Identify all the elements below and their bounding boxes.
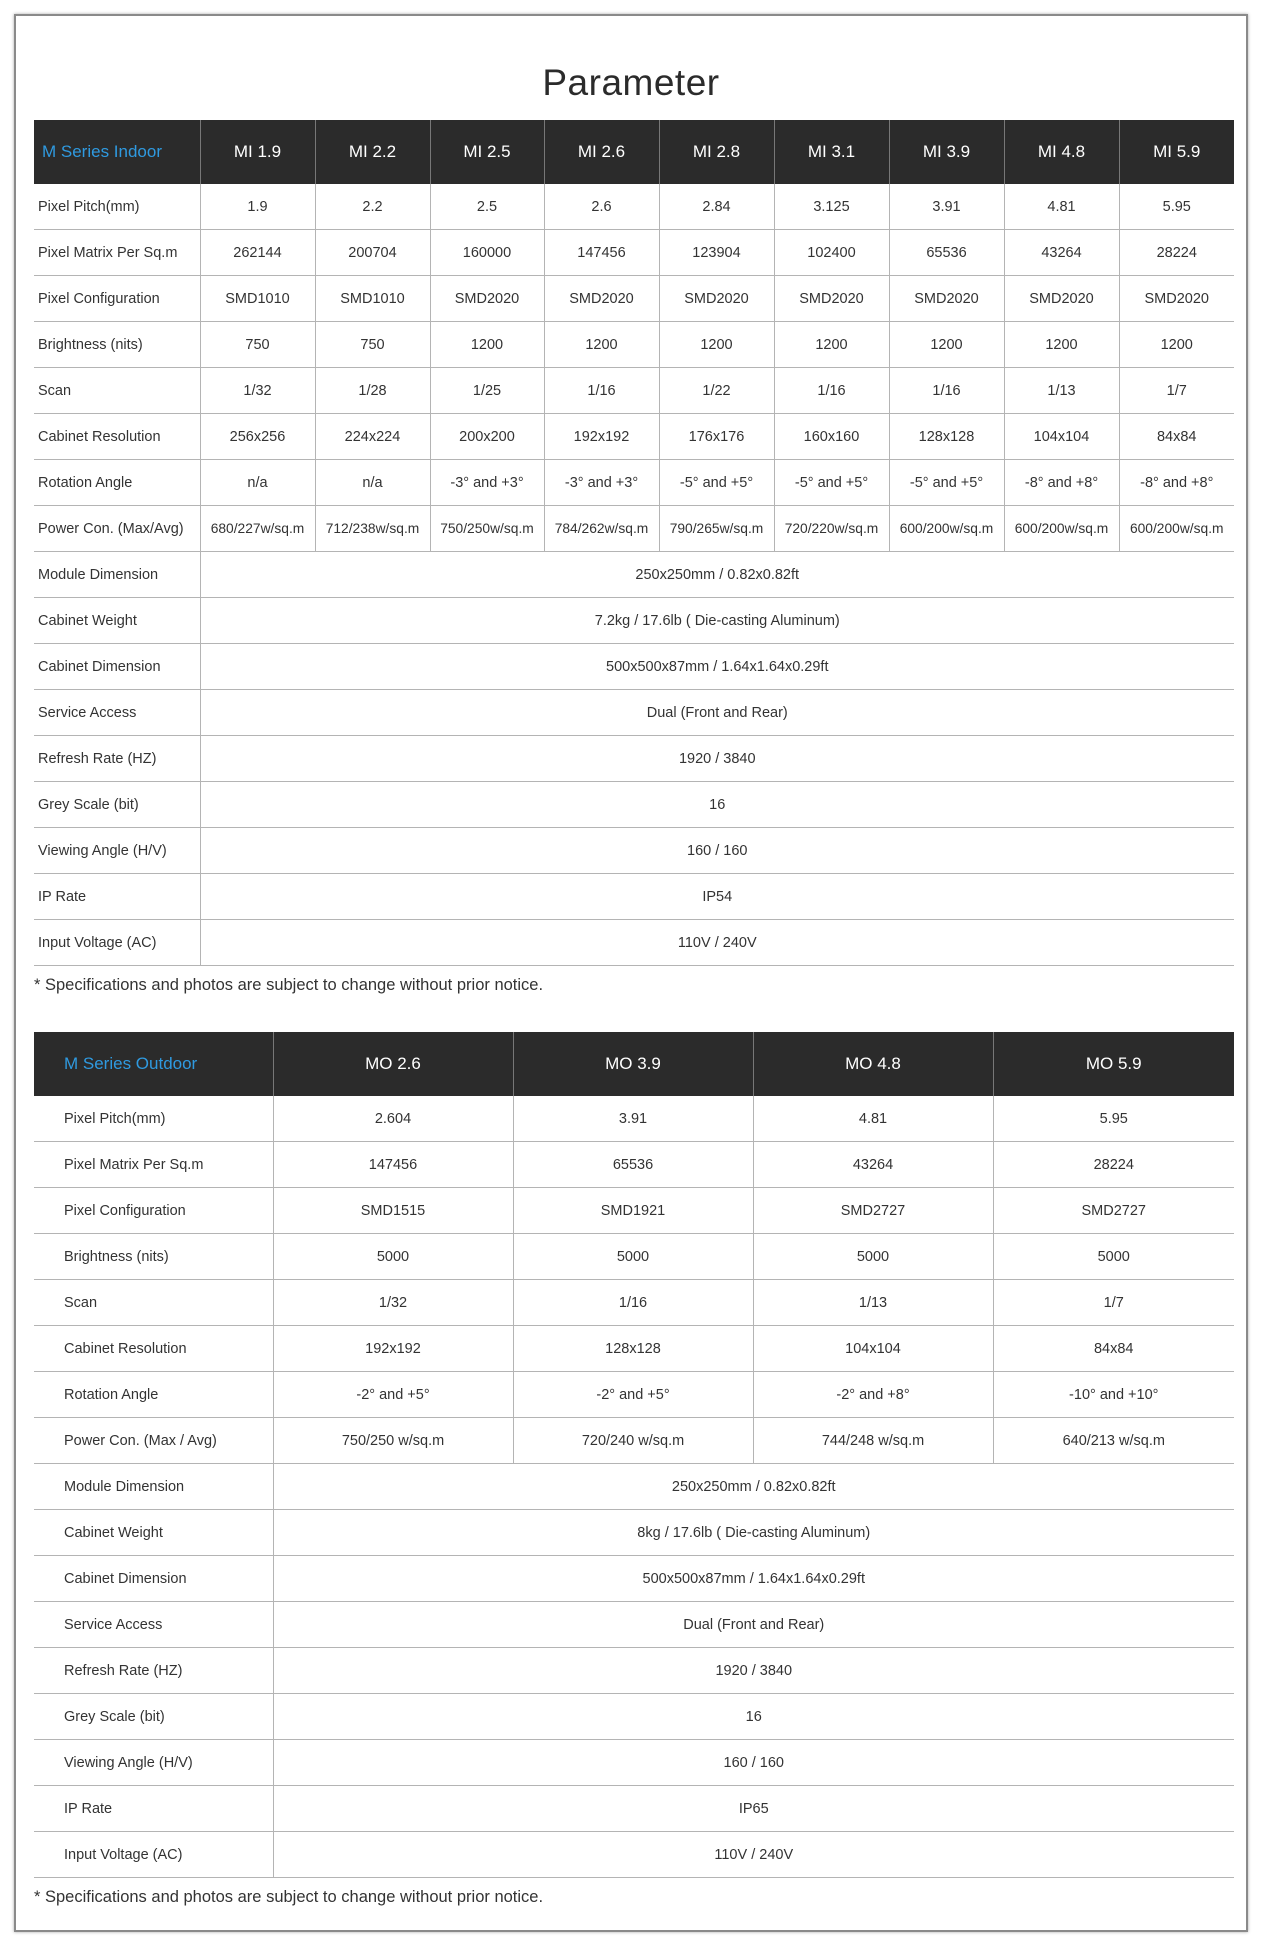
spec-label: Viewing Angle (H/V) — [34, 828, 200, 874]
spec-label: Input Voltage (AC) — [34, 920, 200, 966]
spec-value: 224x224 — [315, 414, 430, 460]
spec-value: 200x200 — [430, 414, 544, 460]
spec-value: 7.2kg / 17.6lb ( Die-casting Aluminum) — [200, 598, 1234, 644]
spec-row — [34, 644, 1234, 690]
spec-value: 5000 — [753, 1234, 993, 1280]
model-header: MI 2.2 — [315, 120, 430, 184]
spec-value: SMD2020 — [659, 276, 774, 322]
spec-value: 5.95 — [1119, 184, 1234, 230]
spec-label: IP Rate — [34, 1786, 273, 1832]
spec-value: 2.84 — [659, 184, 774, 230]
spec-row — [34, 1234, 1234, 1280]
spec-value: 2.6 — [544, 184, 659, 230]
spec-value: 147456 — [544, 230, 659, 276]
spec-value: -8° and +8° — [1119, 460, 1234, 506]
spec-value: 790/265w/sq.m — [659, 506, 774, 552]
spec-value: 720/240 w/sq.m — [513, 1418, 753, 1464]
spec-value: 5000 — [993, 1234, 1234, 1280]
spec-label: Refresh Rate (HZ) — [34, 736, 200, 782]
spec-value: 1/32 — [273, 1280, 513, 1326]
spec-value: SMD2020 — [430, 276, 544, 322]
spec-value: 147456 — [273, 1142, 513, 1188]
spec-value: 110V / 240V — [200, 920, 1234, 966]
spec-label: Brightness (nits) — [34, 322, 200, 368]
spec-value: 750 — [200, 322, 315, 368]
spec-value: 65536 — [513, 1142, 753, 1188]
model-header: MO 5.9 — [993, 1032, 1234, 1096]
spec-value: 640/213 w/sq.m — [993, 1418, 1234, 1464]
spec-value: 65536 — [889, 230, 1004, 276]
spec-label: Brightness (nits) — [34, 1234, 273, 1280]
spec-value: 500x500x87mm / 1.64x1.64x0.29ft — [273, 1556, 1234, 1602]
model-header: MI 2.6 — [544, 120, 659, 184]
model-header: MI 3.1 — [774, 120, 889, 184]
spec-label: Pixel Configuration — [34, 1188, 273, 1234]
spec-value: SMD1010 — [200, 276, 315, 322]
spec-label: Rotation Angle — [34, 460, 200, 506]
spec-value: 1.9 — [200, 184, 315, 230]
spec-value: 43264 — [1004, 230, 1119, 276]
spec-value: -5° and +5° — [659, 460, 774, 506]
spec-row — [34, 1280, 1234, 1326]
spec-row — [34, 1556, 1234, 1602]
spec-value: 2.2 — [315, 184, 430, 230]
indoor-spec-table — [34, 120, 1234, 966]
model-header: MO 2.6 — [273, 1032, 513, 1096]
spec-value: SMD2020 — [774, 276, 889, 322]
spec-value: 1200 — [774, 322, 889, 368]
series-label: M Series Indoor — [34, 120, 200, 184]
spec-value: SMD1010 — [315, 276, 430, 322]
model-header: MI 3.9 — [889, 120, 1004, 184]
spec-value: SMD2020 — [544, 276, 659, 322]
spec-value: 712/238w/sq.m — [315, 506, 430, 552]
spec-value: 192x192 — [273, 1326, 513, 1372]
spec-value: 250x250mm / 0.82x0.82ft — [273, 1464, 1234, 1510]
spec-value: 4.81 — [753, 1096, 993, 1142]
spec-row — [34, 1602, 1234, 1648]
spec-row — [34, 598, 1234, 644]
spec-value: 5000 — [273, 1234, 513, 1280]
spec-row — [34, 506, 1234, 552]
spec-label: Scan — [34, 368, 200, 414]
spec-value: SMD2727 — [993, 1188, 1234, 1234]
spec-value: 1/16 — [774, 368, 889, 414]
spec-row — [34, 1326, 1234, 1372]
spec-row — [34, 1096, 1234, 1142]
spec-row — [34, 1786, 1234, 1832]
spec-value: 192x192 — [544, 414, 659, 460]
spec-row — [34, 414, 1234, 460]
spec-label: Service Access — [34, 1602, 273, 1648]
spec-value: 1/28 — [315, 368, 430, 414]
spec-label: Grey Scale (bit) — [34, 782, 200, 828]
spec-value: 16 — [200, 782, 1234, 828]
outdoor-header-row — [34, 1032, 1234, 1096]
disclaimer-note: * Specifications and photos are subject to change without prior notice. — [34, 1888, 544, 1906]
spec-label: Cabinet Weight — [34, 598, 200, 644]
spec-value: 1/25 — [430, 368, 544, 414]
spec-label: Scan — [34, 1280, 273, 1326]
spec-label: Refresh Rate (HZ) — [34, 1648, 273, 1694]
spec-value: SMD1921 — [513, 1188, 753, 1234]
spec-value: 1/7 — [1119, 368, 1234, 414]
spec-value: 3.91 — [889, 184, 1004, 230]
spec-value: 4.81 — [1004, 184, 1119, 230]
spec-label: Power Con. (Max / Avg) — [34, 1418, 273, 1464]
spec-label: Cabinet Weight — [34, 1510, 273, 1556]
spec-value: 84x84 — [1119, 414, 1234, 460]
spec-row — [34, 1832, 1234, 1878]
outdoor-spec-table — [34, 1032, 1234, 1878]
spec-label: Power Con. (Max/Avg) — [34, 506, 200, 552]
spec-value: 750/250 w/sq.m — [273, 1418, 513, 1464]
model-header: MI 4.8 — [1004, 120, 1119, 184]
spec-value: 3.91 — [513, 1096, 753, 1142]
spec-value: 1200 — [1119, 322, 1234, 368]
spec-value: 2.5 — [430, 184, 544, 230]
spec-value: 1/16 — [513, 1280, 753, 1326]
spec-value: 8kg / 17.6lb ( Die-casting Aluminum) — [273, 1510, 1234, 1556]
spec-label: Pixel Configuration — [34, 276, 200, 322]
spec-value: 744/248 w/sq.m — [753, 1418, 993, 1464]
spec-value: 600/200w/sq.m — [889, 506, 1004, 552]
spec-value: SMD1515 — [273, 1188, 513, 1234]
spec-value: 1200 — [889, 322, 1004, 368]
spec-row — [34, 1648, 1234, 1694]
spec-value: 250x250mm / 0.82x0.82ft — [200, 552, 1234, 598]
spec-value: -2° and +8° — [753, 1372, 993, 1418]
spec-label: Cabinet Resolution — [34, 414, 200, 460]
spec-value: SMD2727 — [753, 1188, 993, 1234]
spec-label: Pixel Pitch(mm) — [34, 184, 200, 230]
spec-value: 123904 — [659, 230, 774, 276]
spec-value: 160000 — [430, 230, 544, 276]
spec-label: Pixel Pitch(mm) — [34, 1096, 273, 1142]
spec-value: 1/16 — [889, 368, 1004, 414]
spec-value: SMD2020 — [889, 276, 1004, 322]
spec-value: 176x176 — [659, 414, 774, 460]
spec-value: IP65 — [273, 1786, 1234, 1832]
spec-value: 102400 — [774, 230, 889, 276]
spec-row — [34, 874, 1234, 920]
spec-value: 28224 — [1119, 230, 1234, 276]
spec-value: 160 / 160 — [273, 1740, 1234, 1786]
spec-row — [34, 736, 1234, 782]
spec-value: 28224 — [993, 1142, 1234, 1188]
page-title: Parameter — [542, 62, 720, 103]
spec-label: Cabinet Resolution — [34, 1326, 273, 1372]
spec-value: 160x160 — [774, 414, 889, 460]
spec-value: SMD2020 — [1119, 276, 1234, 322]
spec-value: 784/262w/sq.m — [544, 506, 659, 552]
spec-value: 600/200w/sq.m — [1119, 506, 1234, 552]
spec-row — [34, 1740, 1234, 1786]
spec-value: 128x128 — [889, 414, 1004, 460]
model-header: MO 4.8 — [753, 1032, 993, 1096]
spec-label: Module Dimension — [34, 1464, 273, 1510]
spec-value: 750 — [315, 322, 430, 368]
model-header: MI 2.8 — [659, 120, 774, 184]
spec-value: 43264 — [753, 1142, 993, 1188]
spec-value: 104x104 — [1004, 414, 1119, 460]
spec-value: 104x104 — [753, 1326, 993, 1372]
spec-row — [34, 1510, 1234, 1556]
spec-row — [34, 690, 1234, 736]
spec-row — [34, 322, 1234, 368]
disclaimer-note: * Specifications and photos are subject to change without prior notice. — [34, 976, 544, 994]
spec-value: 160 / 160 — [200, 828, 1234, 874]
indoor-header-row — [34, 120, 1234, 184]
spec-value: 3.125 — [774, 184, 889, 230]
spec-value: 2.604 — [273, 1096, 513, 1142]
spec-label: Module Dimension — [34, 552, 200, 598]
spec-value: n/a — [315, 460, 430, 506]
spec-value: 262144 — [200, 230, 315, 276]
spec-row — [34, 184, 1234, 230]
spec-row — [34, 920, 1234, 966]
spec-row — [34, 1694, 1234, 1740]
spec-row — [34, 1372, 1234, 1418]
spec-value: 1/7 — [993, 1280, 1234, 1326]
spec-value: 5000 — [513, 1234, 753, 1280]
spec-value: Dual (Front and Rear) — [273, 1602, 1234, 1648]
spec-row — [34, 782, 1234, 828]
spec-value: -3° and +3° — [544, 460, 659, 506]
spec-label: Grey Scale (bit) — [34, 1694, 273, 1740]
spec-row — [34, 1188, 1234, 1234]
spec-value: 1/16 — [544, 368, 659, 414]
spec-value: -10° and +10° — [993, 1372, 1234, 1418]
spec-value: SMD2020 — [1004, 276, 1119, 322]
spec-value: 1/22 — [659, 368, 774, 414]
model-header: MI 2.5 — [430, 120, 544, 184]
spec-row — [34, 1142, 1234, 1188]
series-label: M Series Outdoor — [34, 1032, 273, 1096]
spec-label: IP Rate — [34, 874, 200, 920]
spec-label: Pixel Matrix Per Sq.m — [34, 1142, 273, 1188]
spec-label: Rotation Angle — [34, 1372, 273, 1418]
spec-value: -5° and +5° — [774, 460, 889, 506]
spec-value: 128x128 — [513, 1326, 753, 1372]
spec-value: 256x256 — [200, 414, 315, 460]
model-header: MI 1.9 — [200, 120, 315, 184]
spec-value: 1920 / 3840 — [273, 1648, 1234, 1694]
model-header: MI 5.9 — [1119, 120, 1234, 184]
spec-label: Viewing Angle (H/V) — [34, 1740, 273, 1786]
spec-row — [34, 1418, 1234, 1464]
spec-value: 500x500x87mm / 1.64x1.64x0.29ft — [200, 644, 1234, 690]
spec-value: 200704 — [315, 230, 430, 276]
spec-value: 5.95 — [993, 1096, 1234, 1142]
page-frame — [14, 14, 1248, 1932]
spec-value: -8° and +8° — [1004, 460, 1119, 506]
spec-value: -3° and +3° — [430, 460, 544, 506]
spec-label: Cabinet Dimension — [34, 644, 200, 690]
spec-value: 750/250w/sq.m — [430, 506, 544, 552]
spec-value: IP54 — [200, 874, 1234, 920]
spec-value: Dual (Front and Rear) — [200, 690, 1234, 736]
spec-value: 1200 — [430, 322, 544, 368]
spec-value: 16 — [273, 1694, 1234, 1740]
spec-value: -2° and +5° — [273, 1372, 513, 1418]
spec-value: 1200 — [1004, 322, 1119, 368]
spec-label: Service Access — [34, 690, 200, 736]
spec-row — [34, 1464, 1234, 1510]
spec-value: 110V / 240V — [273, 1832, 1234, 1878]
spec-label: Input Voltage (AC) — [34, 1832, 273, 1878]
spec-row — [34, 460, 1234, 506]
spec-value: 1920 / 3840 — [200, 736, 1234, 782]
spec-value: 1/13 — [753, 1280, 993, 1326]
spec-value: 680/227w/sq.m — [200, 506, 315, 552]
spec-value: n/a — [200, 460, 315, 506]
spec-value: -5° and +5° — [889, 460, 1004, 506]
spec-value: -2° and +5° — [513, 1372, 753, 1418]
spec-row — [34, 276, 1234, 322]
spec-value: 720/220w/sq.m — [774, 506, 889, 552]
spec-value: 84x84 — [993, 1326, 1234, 1372]
spec-value: 1200 — [659, 322, 774, 368]
spec-label: Cabinet Dimension — [34, 1556, 273, 1602]
spec-row — [34, 368, 1234, 414]
model-header: MO 3.9 — [513, 1032, 753, 1096]
spec-value: 1/32 — [200, 368, 315, 414]
spec-value: 600/200w/sq.m — [1004, 506, 1119, 552]
spec-label: Pixel Matrix Per Sq.m — [34, 230, 200, 276]
spec-row — [34, 230, 1234, 276]
spec-row — [34, 828, 1234, 874]
spec-value: 1200 — [544, 322, 659, 368]
spec-row — [34, 552, 1234, 598]
spec-value: 1/13 — [1004, 368, 1119, 414]
